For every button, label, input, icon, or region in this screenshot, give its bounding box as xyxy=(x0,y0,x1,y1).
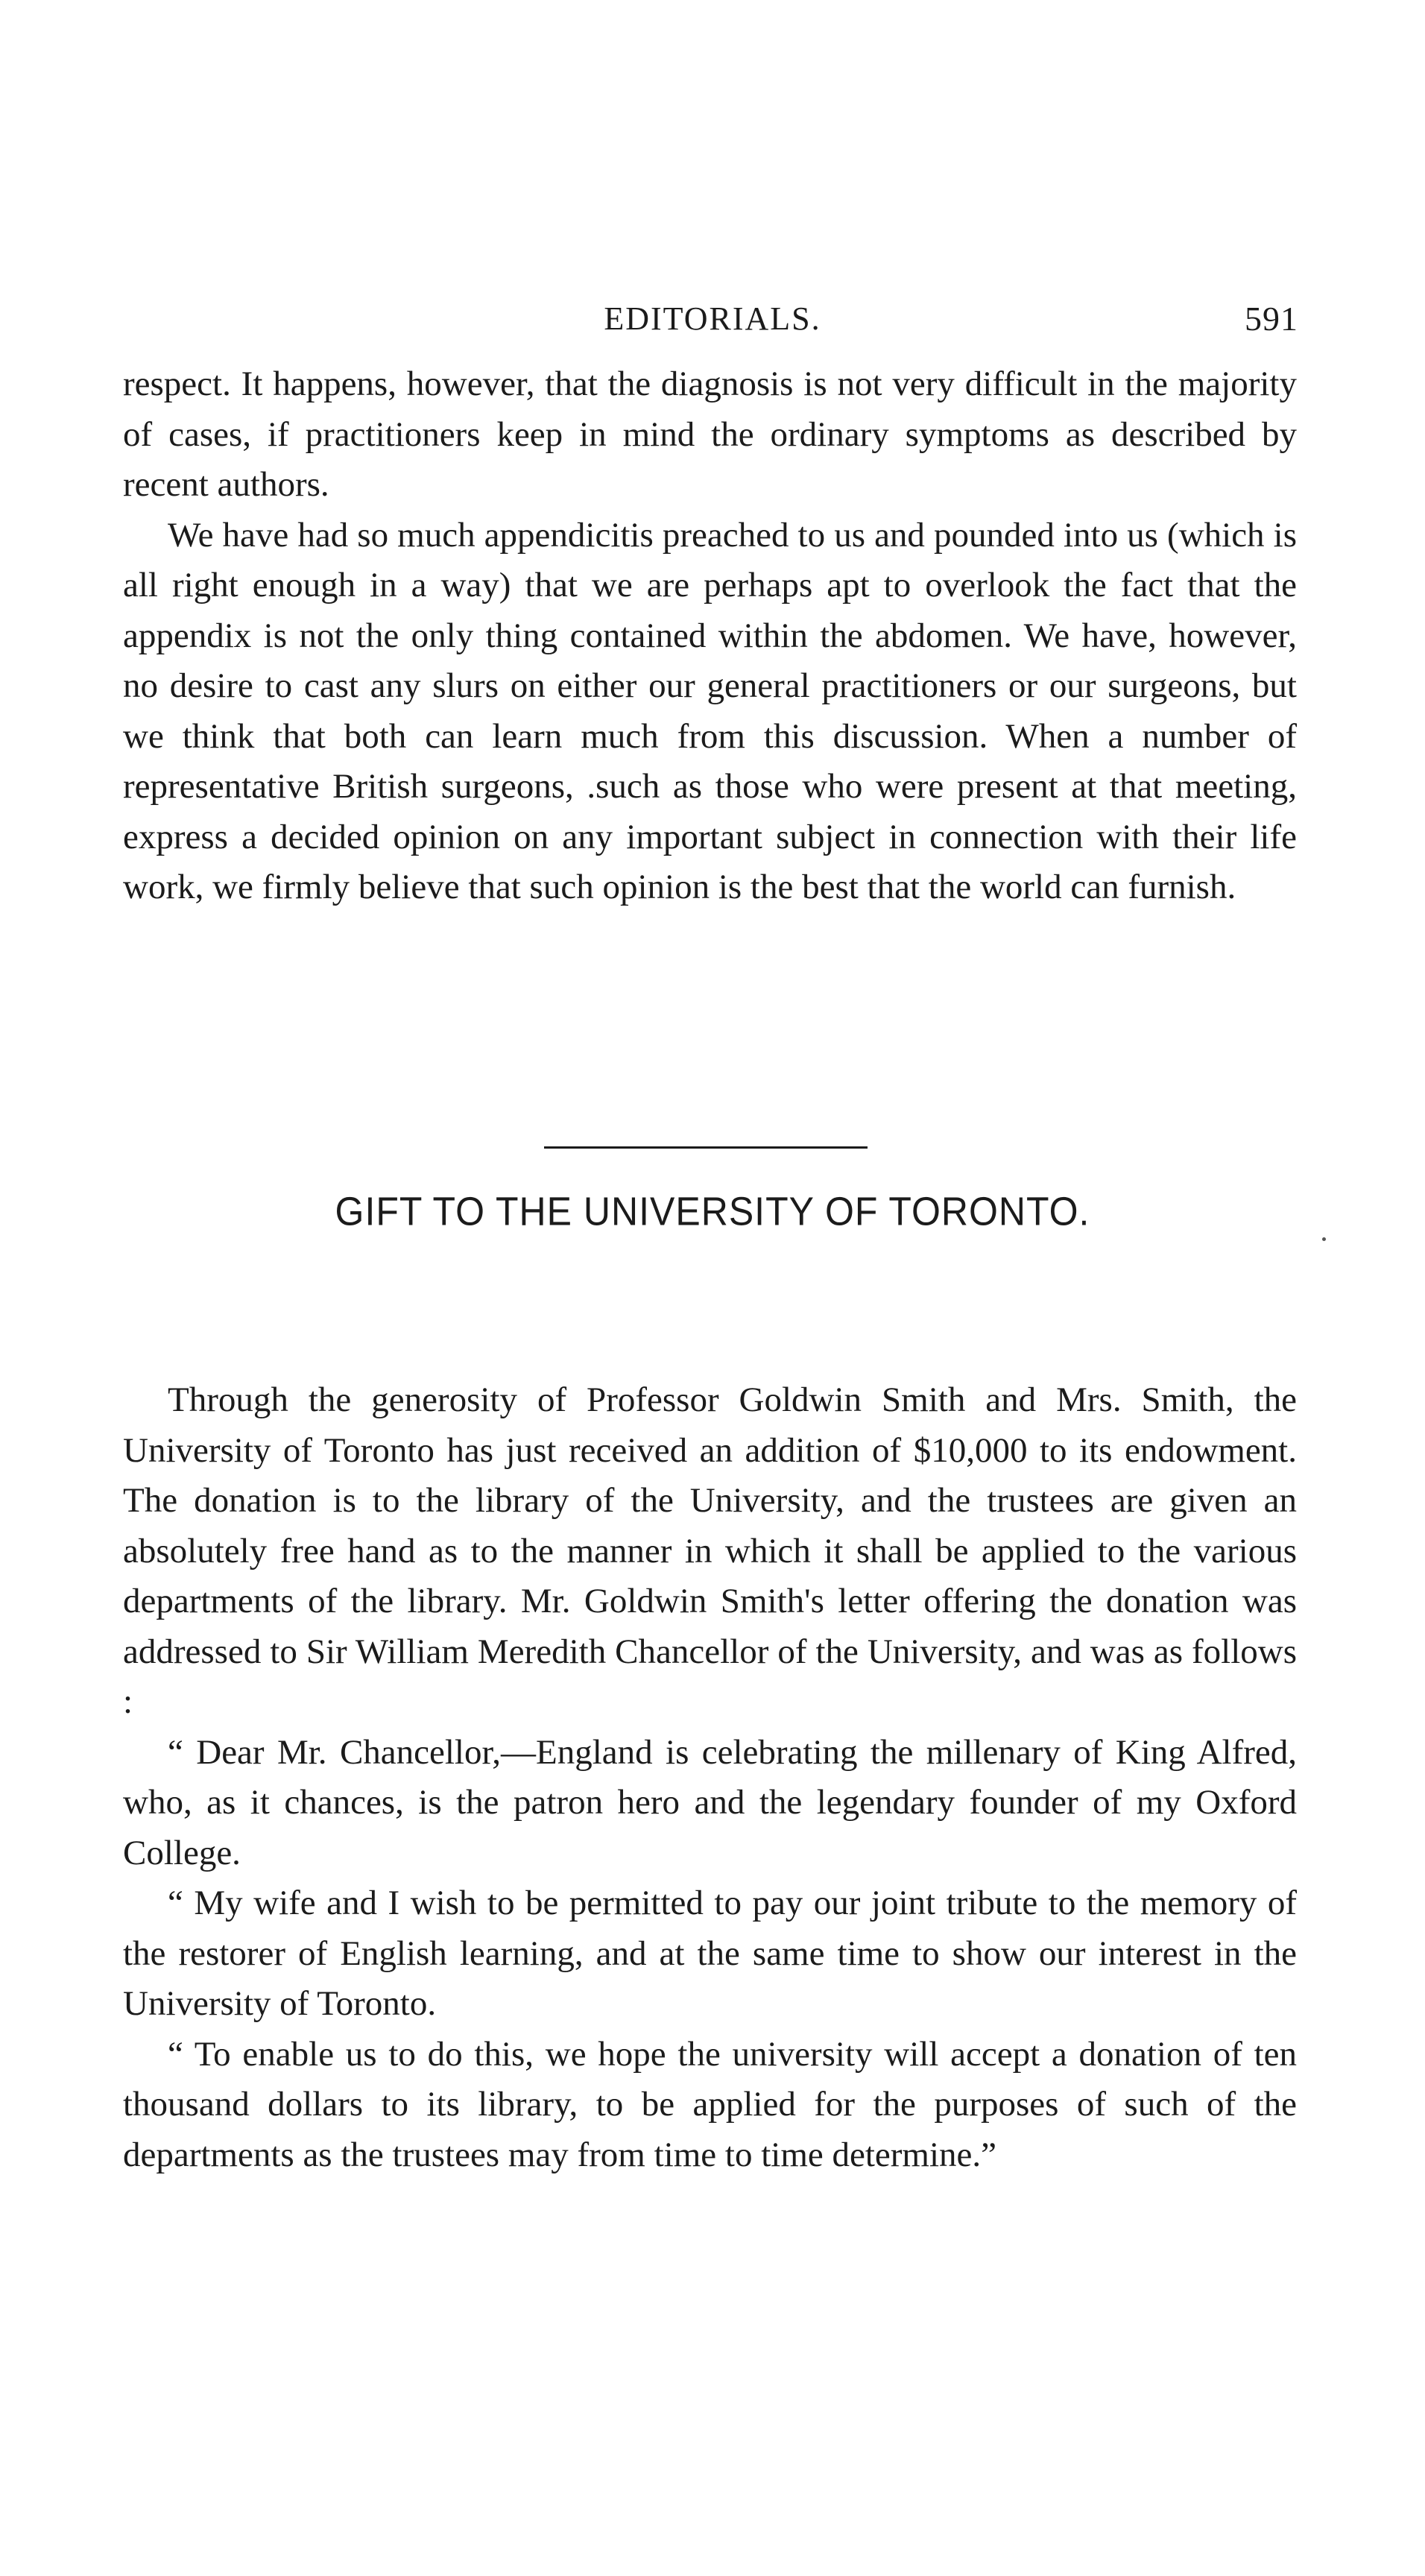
paragraph-gift-intro: Through the generosity of Professor Goldwin Smith and Mrs. Smith, the University of Toronto has just received an addition of $10,000 to its endowment. The donation is to the library of the University, and the trustees are given an absolutely free hand as to the manner in which it shall be applied to the various departments of the library. Mr. Goldwin Smith's letter offering the donation was addressed to Sir William Meredith Chancellor of the University, and was as follows : xyxy=(123,1380,1297,1721)
page-number: 591 xyxy=(1245,300,1298,338)
continued-editorial-text xyxy=(123,359,1297,913)
running-head xyxy=(0,297,1425,341)
paragraph-letter-tribute: “ My wife and I wish to be permitted to pay our joint tribute to the memory of the restorer of English learning, and at the same time to show our interest in the University of Toronto. xyxy=(123,1884,1297,2023)
section-divider-rule xyxy=(544,1146,868,1149)
running-title: EDITORIALS. xyxy=(604,300,821,337)
paragraph-letter-donation: “ To enable us to do this, we hope the university will accept a donation of ten thousand dollars to its library, to be applied for the purposes of such of the departments as the trustees may from time to time determine.” xyxy=(123,2034,1297,2174)
print-speck xyxy=(1322,1237,1326,1241)
paragraph-appendicitis: We have had so much appendicitis preached to us and pounded into us (which is all right enough in a way) that we are perhaps apt to overlook the fact that the appendix is not the only thing contained within the abdomen. We have, however, no desire to cast any slurs on either our general practitioners or our surgeons, but we think that both can learn much from this discussion. When a number of representative British surgeons, .such as those who were present at that meeting, express a decided opinion on any important subject in connection with their life work, we firmly believe that such opinion is the best that the world can furnish. xyxy=(123,515,1297,906)
paragraph-continued: respect. It happens, however, that the diagnosis is not very difficult in the majority of cases, if practitioners keep in mind the ordinary symptoms as described by recent authors. xyxy=(123,364,1297,504)
section-heading: GIFT TO THE UNIVERSITY OF TORONTO. xyxy=(335,1188,1090,1234)
gift-article-text xyxy=(123,1375,1297,2180)
paragraph-letter-opening: “ Dear Mr. Chancellor,—England is celebrating the millenary of King Alfred, who, as it chances, is the patron hero and the legendary founder of my Oxford College. xyxy=(123,1732,1297,1872)
